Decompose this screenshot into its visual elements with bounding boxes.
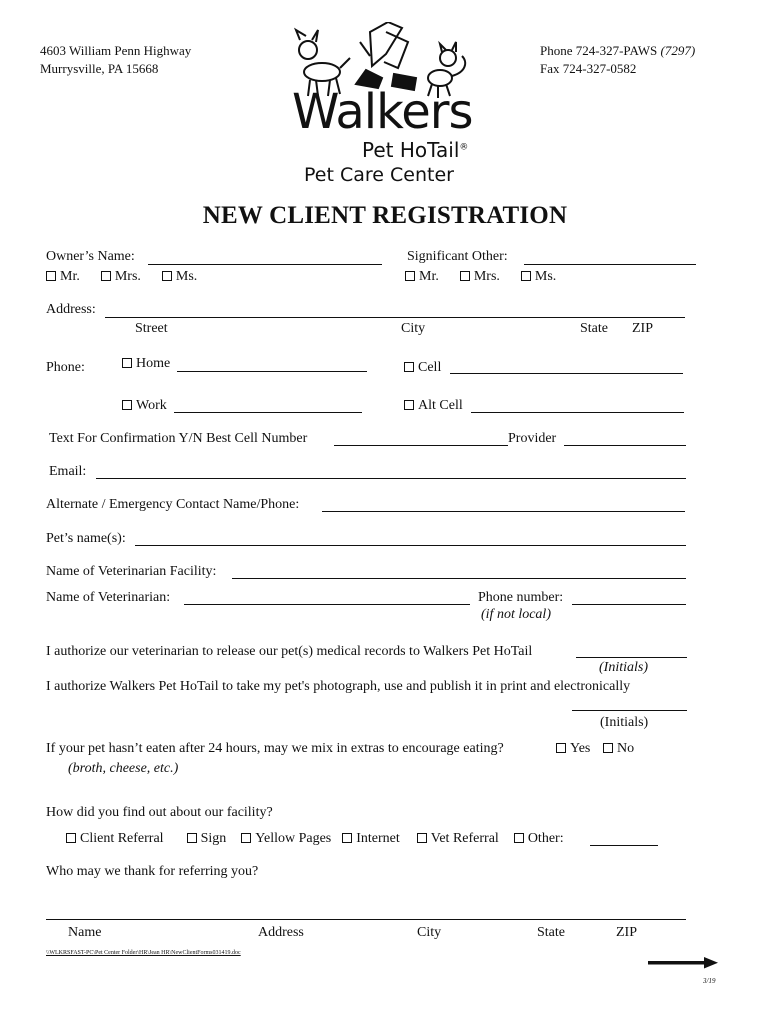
alt-cell-option bbox=[404, 398, 463, 414]
cell-phone-option bbox=[404, 360, 441, 376]
email-label: Email: bbox=[49, 464, 87, 479]
so-ms-label: Ms. bbox=[534, 269, 557, 284]
vet-phone-label: Phone number: bbox=[478, 590, 564, 605]
phone-prefix: Phone 724-327-PAWS bbox=[540, 43, 661, 58]
text-confirmation-label: Text For Confirmation Y/N Best Cell Number bbox=[49, 431, 308, 446]
phone-label: Phone: bbox=[46, 360, 85, 375]
provider-field[interactable] bbox=[564, 445, 686, 446]
vet-name-field[interactable] bbox=[184, 604, 470, 605]
referral-source-options bbox=[66, 831, 564, 847]
other-source-field[interactable] bbox=[590, 845, 658, 846]
home-phone-label: Home bbox=[136, 356, 171, 371]
pets-names-field[interactable] bbox=[135, 545, 686, 546]
emergency-contact-label: Alternate / Emergency Contact Name/Phone: bbox=[46, 497, 300, 512]
yellow-pages-label: Yellow Pages bbox=[255, 831, 332, 846]
address-street-caption: Street bbox=[135, 321, 168, 336]
significant-other-label: Significant Other: bbox=[407, 249, 508, 264]
not-eaten-yes-checkbox[interactable] bbox=[556, 743, 566, 753]
logo-pet-hotail-text bbox=[362, 138, 468, 162]
owner-title-options bbox=[46, 269, 197, 285]
address-label: Address: bbox=[46, 302, 96, 317]
provider-label: Provider bbox=[508, 431, 557, 446]
facility-phone bbox=[540, 43, 695, 59]
owner-mr-label: Mr. bbox=[60, 269, 80, 284]
thank-question: Who may we thank for referring you? bbox=[46, 864, 259, 879]
facility-address-line2: Murrysville, PA 15668 bbox=[40, 61, 159, 76]
facility-fax: Fax 724-327-0582 bbox=[540, 61, 637, 76]
work-phone-label: Work bbox=[136, 398, 167, 413]
owner-ms-checkbox[interactable] bbox=[162, 271, 172, 281]
yellow-pages-checkbox[interactable] bbox=[241, 833, 251, 843]
address-zip-caption: ZIP bbox=[632, 321, 653, 336]
significant-other-title-options bbox=[405, 269, 556, 285]
alt-cell-checkbox[interactable] bbox=[404, 400, 414, 410]
owner-mrs-checkbox[interactable] bbox=[101, 271, 111, 281]
referrer-info-field[interactable] bbox=[46, 919, 686, 920]
records-initials-field[interactable] bbox=[576, 657, 687, 658]
other-label: Other: bbox=[527, 831, 564, 846]
photo-initials-field[interactable] bbox=[572, 710, 687, 711]
best-cell-number-field[interactable] bbox=[334, 445, 508, 446]
so-mr-checkbox[interactable] bbox=[405, 271, 415, 281]
so-mrs-label: Mrs. bbox=[473, 269, 500, 284]
address-state-caption: State bbox=[580, 321, 608, 336]
phone-digits: (7297) bbox=[660, 43, 696, 58]
not-eaten-no-label: No bbox=[617, 741, 635, 756]
client-referral-label: Client Referral bbox=[80, 831, 164, 846]
alt-cell-field[interactable] bbox=[471, 412, 684, 413]
work-phone-option bbox=[122, 398, 167, 414]
cell-phone-label: Cell bbox=[418, 360, 442, 375]
not-eaten-no-option bbox=[603, 741, 634, 757]
referrer-address-caption: Address bbox=[258, 925, 304, 940]
find-out-question: How did you find out about our facility? bbox=[46, 805, 273, 820]
address-field[interactable] bbox=[105, 317, 685, 318]
email-field[interactable] bbox=[96, 478, 686, 479]
work-phone-checkbox[interactable] bbox=[122, 400, 132, 410]
referrer-city-caption: City bbox=[417, 925, 442, 940]
facility-address-line1: 4603 William Penn Highway bbox=[40, 43, 192, 58]
alt-cell-label: Alt Cell bbox=[418, 398, 463, 413]
cell-phone-checkbox[interactable] bbox=[404, 362, 414, 372]
records-initials-caption: (Initials) bbox=[599, 660, 648, 675]
referrer-name-caption: Name bbox=[68, 925, 102, 940]
not-eaten-yes-label: Yes bbox=[570, 741, 591, 756]
significant-other-field[interactable] bbox=[524, 264, 696, 265]
not-eaten-no-checkbox[interactable] bbox=[603, 743, 613, 753]
pets-names-label: Pet’s name(s): bbox=[46, 531, 126, 546]
not-eaten-question: If your pet hasn’t eaten after 24 hours, may we mix in extras to encourage eating? bbox=[46, 741, 504, 756]
owner-ms-label: Ms. bbox=[175, 269, 198, 284]
other-checkbox[interactable] bbox=[514, 833, 524, 843]
vet-facility-field[interactable] bbox=[232, 578, 686, 579]
if-not-local-note: (if not local) bbox=[481, 607, 551, 622]
authorize-records-text: I authorize our veterinarian to release our pet(s) medical records to Walkers Pet HoTail bbox=[46, 644, 533, 659]
cell-phone-field[interactable] bbox=[450, 373, 683, 374]
vet-referral-checkbox[interactable] bbox=[417, 833, 427, 843]
walkers-logo bbox=[290, 22, 480, 192]
home-phone-field[interactable] bbox=[177, 371, 367, 372]
sign-checkbox[interactable] bbox=[187, 833, 197, 843]
client-referral-checkbox[interactable] bbox=[66, 833, 76, 843]
home-phone-checkbox[interactable] bbox=[122, 358, 132, 368]
next-page-arrow-icon bbox=[648, 956, 718, 970]
address-city-caption: City bbox=[401, 321, 426, 336]
logo-tagline: Pet Care Center bbox=[304, 164, 454, 186]
vet-phone-field[interactable] bbox=[572, 604, 686, 605]
emergency-contact-field[interactable] bbox=[322, 511, 685, 512]
so-ms-checkbox[interactable] bbox=[521, 271, 531, 281]
registered-mark: ® bbox=[459, 142, 469, 153]
version-label: 3/19 bbox=[703, 977, 716, 985]
form-title: NEW CLIENT REGISTRATION bbox=[202, 202, 568, 229]
logo-walkers-text: Walkers bbox=[292, 84, 473, 140]
referrer-state-caption: State bbox=[537, 925, 565, 940]
vet-facility-label: Name of Veterinarian Facility: bbox=[46, 564, 217, 579]
sign-label: Sign bbox=[200, 831, 227, 846]
owner-mrs-label: Mrs. bbox=[114, 269, 141, 284]
vet-name-label: Name of Veterinarian: bbox=[46, 590, 171, 605]
so-mrs-checkbox[interactable] bbox=[460, 271, 470, 281]
work-phone-field[interactable] bbox=[174, 412, 362, 413]
extras-examples-note: (broth, cheese, etc.) bbox=[68, 761, 179, 776]
home-phone-option bbox=[122, 356, 170, 372]
owner-mr-checkbox[interactable] bbox=[46, 271, 56, 281]
owners-name-label: Owner’s Name: bbox=[46, 249, 135, 264]
vet-referral-label: Vet Referral bbox=[430, 831, 499, 846]
owners-name-field[interactable] bbox=[148, 264, 382, 265]
internet-checkbox[interactable] bbox=[342, 833, 352, 843]
logo-sub: Pet HoTail bbox=[362, 138, 460, 162]
referrer-zip-caption: ZIP bbox=[616, 925, 637, 940]
so-mr-label: Mr. bbox=[419, 269, 439, 284]
not-eaten-yes-option bbox=[556, 741, 590, 757]
file-path: \\WLKRSFAST-PC\Pet Center Folder\HR\Jean HR\NewClientForms031419.doc bbox=[46, 950, 241, 956]
authorize-photo-text: I authorize Walkers Pet HoTail to take my pet's photograph, use and publish it in print and electronically bbox=[46, 679, 631, 694]
internet-label: Internet bbox=[356, 831, 400, 846]
photo-initials-caption: (Initials) bbox=[600, 715, 649, 730]
